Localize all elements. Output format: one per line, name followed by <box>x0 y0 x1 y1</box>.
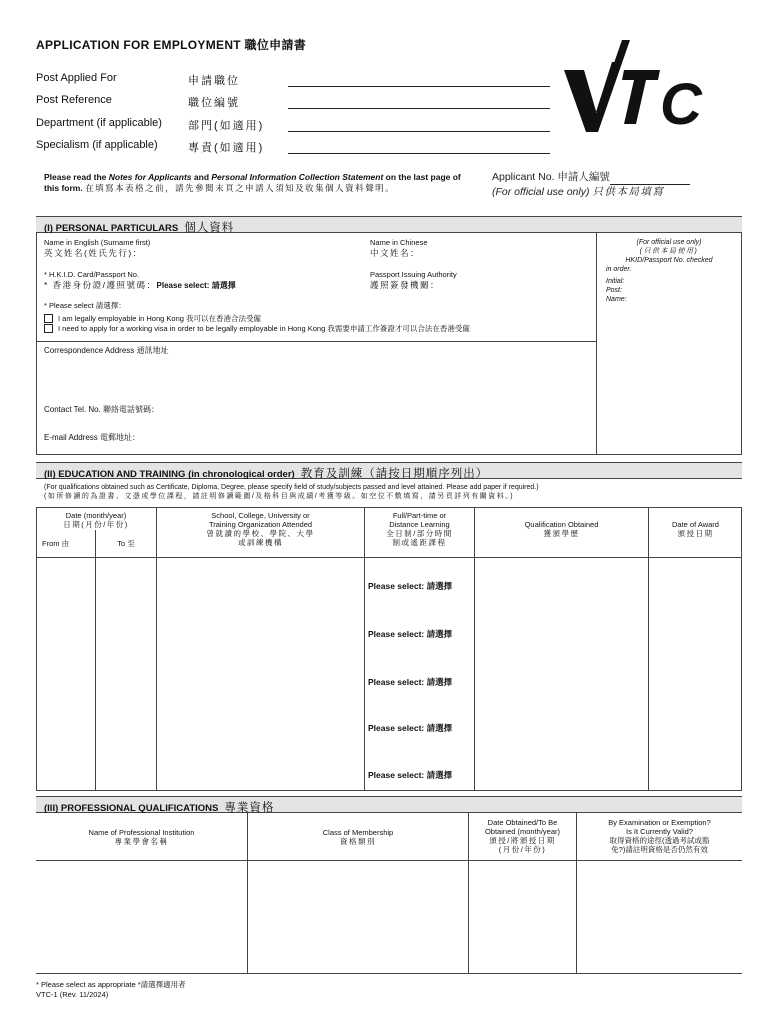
name-cn-en: Name in Chinese <box>370 238 428 247</box>
th-date-en: Date (month/year) <box>65 511 127 520</box>
name-en-en: Name in English (Surname first) <box>44 238 151 247</box>
post-applied-field[interactable] <box>288 86 550 87</box>
th-qual <box>475 520 648 538</box>
th-exam <box>577 818 742 854</box>
select-label: * Please select 請選擇： <box>44 301 126 310</box>
edu-col3 <box>364 507 365 791</box>
edu-col1 <box>95 530 96 791</box>
applicant-no-field[interactable] <box>610 170 690 185</box>
name-en-label <box>44 238 150 258</box>
personal-rule <box>36 341 596 342</box>
th-school <box>157 511 364 547</box>
specialism-label-zh: 專責(如適用) <box>188 142 265 154</box>
name-cn-label <box>370 238 428 258</box>
th-date-obtained-en1: Date Obtained/To Be <box>487 818 558 827</box>
th-date-obtained <box>469 818 576 854</box>
form-revision: VTC-1 (Rev. 11/2024) <box>36 990 109 999</box>
th-date-obtained-zh1: 頒授/將頒授日期 <box>489 836 556 845</box>
mode-select-5[interactable]: Please select: 請選擇 <box>368 770 453 780</box>
mode-select-3[interactable]: Please select: 請選擇 <box>368 677 453 687</box>
logo-letter-c: C <box>660 72 702 135</box>
th-to: To 至 <box>117 539 135 548</box>
th-inst-en: Name of Professional Institution <box>88 828 195 837</box>
section-education-title: (II) EDUCATION AND TRAINING (in chronological order) <box>44 469 295 480</box>
th-qual-en: Qualification Obtained <box>524 520 599 529</box>
th-school-en2: Training Organization Attended <box>208 520 313 529</box>
edu-col4 <box>474 507 475 791</box>
edu-head-rule <box>36 557 742 558</box>
education-note <box>44 483 744 501</box>
edu-col5 <box>648 507 649 791</box>
notice-part2: Notes for Applicants <box>108 172 192 182</box>
post-applied-row <box>36 72 556 90</box>
official-l1: (For official use only) <box>636 239 702 246</box>
official-name: Name: <box>606 296 627 303</box>
footer-note: * Please select as appropriate *請選擇適用者 <box>36 980 186 989</box>
post-reference-label: Post Reference <box>36 94 112 106</box>
education-table <box>36 507 742 791</box>
section-professional-title: (III) PROFESSIONAL QUALIFICATIONS <box>44 803 219 814</box>
official-box <box>598 238 740 304</box>
th-class <box>248 828 468 846</box>
footer <box>36 980 186 1000</box>
employable-select <box>44 301 470 334</box>
th-mode-zh2: 制或遙距課程 <box>392 538 447 547</box>
notice-part1: Please read the <box>44 172 109 182</box>
hkid-zh: * 香港身份證/護照號碼： <box>44 280 157 290</box>
th-date-obtained-zh2: (月份/年份) <box>498 845 547 854</box>
section-personal-title: (I) PERSONAL PARTICULARS <box>44 223 179 234</box>
th-date <box>36 511 156 529</box>
employable-option: I am legally employable in Hong Kong 我可以在香港合法受僱 <box>58 314 261 323</box>
post-applied-label-zh: 申請職位 <box>188 75 240 87</box>
th-qual-zh: 獲頒學歷 <box>543 529 580 538</box>
th-school-en1: School, College, University or <box>211 511 310 520</box>
passport-auth-en: Passport Issuing Authority <box>370 270 457 279</box>
visa-option: I need to apply for a working visa in order to be legally employable in Hong Kong 我需要申請工作簽證才可以合法在香港受僱 <box>58 324 470 333</box>
official-l2: (只供本局使用) <box>639 248 699 255</box>
th-exam-en2: Is It Currently Valid? <box>626 827 693 836</box>
th-exam-zh2: 免?)請註明資格是否仍然有效 <box>611 845 708 854</box>
th-inst-zh: 專業學會名稱 <box>114 837 169 846</box>
th-date-obtained-en2: Obtained (month/year) <box>484 827 561 836</box>
th-class-en: Class of Membership <box>322 828 394 837</box>
applicant-no-label: Applicant No. 申請人編號 <box>492 171 610 183</box>
th-date-zh: 日期(月份/年份) <box>63 520 129 529</box>
specialism-row <box>36 139 556 157</box>
official-l3: HKID/Passport No. checked <box>625 257 713 264</box>
hkid-label <box>44 270 236 291</box>
official-use-label-zh: 只供本局填寫 <box>592 186 665 198</box>
visa-checkbox[interactable] <box>44 324 53 333</box>
th-mode-zh1: 全日制/部分時間 <box>386 529 453 538</box>
notice-part3: and <box>191 172 212 182</box>
th-award-zh: 頒授日期 <box>677 529 714 538</box>
notice-part4: Personal Information Collection Statement <box>211 172 384 182</box>
th-mode-en2: Distance Learning <box>389 520 450 529</box>
official-l4: in order. <box>606 266 632 273</box>
passport-auth-zh[interactable]: 護照簽發機關： <box>370 280 441 290</box>
th-exam-zh1: 取得資格的途徑(透過考試或豁 <box>609 836 710 845</box>
education-note-en: (For qualifications obtained such as Certificate, Diploma, Degree, please specify field of study/subjects passed and level attained. Please add paper if required.) <box>44 484 539 491</box>
department-label-zh: 部門(如適用) <box>188 120 265 132</box>
notice-zh: 在填寫本表格之前，請先參閱末頁之申請人須知及收集個人資料聲明。 <box>85 183 396 193</box>
th-mode <box>365 511 474 547</box>
notice <box>44 172 476 194</box>
post-reference-field[interactable] <box>288 108 550 109</box>
department-row <box>36 117 556 135</box>
prof-head-rule <box>36 860 742 861</box>
section-professional-title-zh: 專業資格 <box>224 802 275 814</box>
specialism-field[interactable] <box>288 153 550 154</box>
post-reference-row <box>36 94 556 112</box>
mode-select-2[interactable]: Please select: 請選擇 <box>368 629 453 639</box>
section-professional-header <box>36 796 742 813</box>
hkid-select[interactable]: Please select: 請選擇 <box>156 281 236 290</box>
post-applied-label: Post Applied For <box>36 72 117 84</box>
th-award <box>649 520 742 538</box>
mode-select-4[interactable]: Please select: 請選擇 <box>368 723 453 733</box>
specialism-label: Specialism (if applicable) <box>36 139 158 151</box>
th-school-zh2: 或訓練機構 <box>238 538 283 547</box>
edu-col2 <box>156 507 157 791</box>
official-post: Post: <box>606 287 622 294</box>
section-education-title-zh: 教育及訓練（請按日期順序列出） <box>300 468 489 480</box>
name-en-zh[interactable]: 英文姓名(姓氏先行)： <box>44 248 143 258</box>
name-cn-zh[interactable]: 中文姓名： <box>370 248 421 258</box>
email-label[interactable]: E-mail Address 電郵地址： <box>44 433 141 442</box>
section-personal-title-zh: 個人資料 <box>184 222 235 234</box>
department-field[interactable] <box>288 131 550 132</box>
official-initial: Initial: <box>606 278 625 285</box>
form-title: APPLICATION FOR EMPLOYMENT 職位申請書 <box>36 38 307 52</box>
th-inst <box>36 828 247 846</box>
passport-auth-label <box>370 270 457 290</box>
address-label[interactable]: Correspondence Address 通訊地址 <box>44 346 169 355</box>
th-exam-en1: By Examination or Exemption? <box>608 818 711 827</box>
section-education-header <box>36 462 742 479</box>
post-reference-label-zh: 職位編號 <box>188 97 240 109</box>
official-use-label: (For official use only) <box>492 186 590 198</box>
applicant-no <box>492 170 690 199</box>
education-note-zh: (如所修讀的為證書、文憑或學位課程，請註明修讀範圍/及格科目與成績/考獲等級。如空位不敷填寫，請另頁詳列有關資料。) <box>44 493 515 500</box>
notice-part5: on the last page of this form. <box>44 172 461 193</box>
th-class-zh: 資格類別 <box>340 837 376 846</box>
mode-select-1[interactable]: Please select: 請選擇 <box>368 581 453 591</box>
tel-label[interactable]: Contact Tel. No. 聯絡電話號碼： <box>44 405 159 414</box>
hkid-en: * H.K.I.D. Card/Passport No. <box>44 270 140 279</box>
th-from: From 由 <box>42 539 70 548</box>
th-award-en: Date of Award <box>672 520 719 529</box>
employable-checkbox[interactable] <box>44 314 53 323</box>
th-mode-en1: Full/Part-time or <box>392 511 447 520</box>
section-personal-header <box>36 216 742 233</box>
department-label: Department (if applicable) <box>36 117 162 129</box>
th-school-zh1: 曾就讀的學校、學院、大學 <box>206 529 315 538</box>
personal-divider <box>596 233 597 455</box>
vtc-logo <box>560 40 718 135</box>
